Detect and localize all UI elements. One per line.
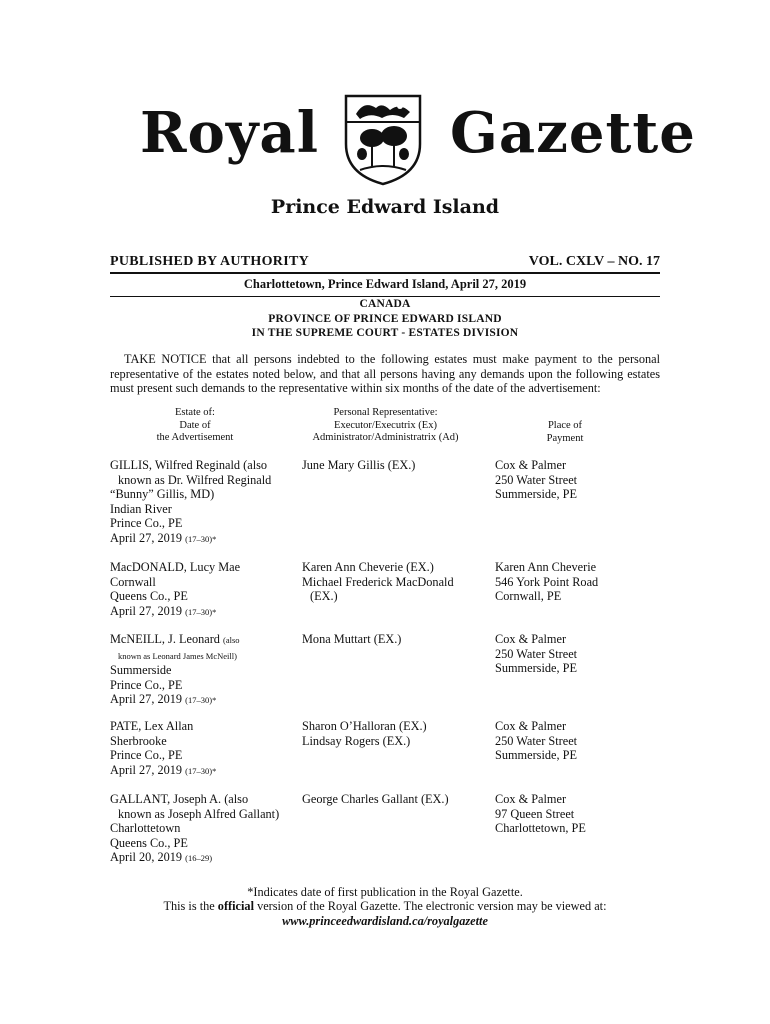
personal-representative-block bbox=[302, 458, 487, 473]
entry-text: Summerside bbox=[110, 663, 172, 678]
entry-line bbox=[110, 792, 295, 807]
publication-bar bbox=[110, 254, 660, 274]
entry-text: April 20, 2019 bbox=[110, 850, 183, 865]
entry-text: 546 York Point Road bbox=[495, 574, 599, 589]
entry-line bbox=[495, 734, 655, 749]
place-of-payment-block bbox=[495, 560, 655, 604]
entry-text: McNEILL, J. Leonard bbox=[110, 632, 220, 646]
entry-text: April 27, 2019 bbox=[110, 692, 183, 707]
header-line: Administrator/Administratrix (Ad) bbox=[312, 432, 459, 443]
place-of-payment-block bbox=[495, 792, 655, 836]
entry-line bbox=[110, 763, 295, 779]
entry-line bbox=[110, 604, 295, 620]
entry-text: Karen Ann Cheverie (EX.) bbox=[302, 560, 434, 574]
header-line: Date of bbox=[179, 419, 211, 431]
entry-text: 97 Queen Street bbox=[495, 806, 575, 821]
entry-line bbox=[495, 661, 655, 676]
court-line-division: IN THE SUPREME COURT - ESTATES DIVISION bbox=[251, 327, 519, 339]
estate-name-block bbox=[110, 560, 295, 619]
entry-text: Cornwall bbox=[110, 574, 156, 589]
entry-line bbox=[495, 719, 655, 734]
entry-text: Summerside, PE bbox=[495, 661, 577, 676]
place-of-payment-block bbox=[495, 458, 655, 502]
entry-text: April 27, 2019 bbox=[110, 762, 183, 777]
official-version-note bbox=[110, 899, 660, 913]
personal-representative-block bbox=[302, 719, 487, 748]
entry-text: known as Joseph Alfred Gallant) bbox=[118, 806, 280, 821]
entry-line bbox=[302, 632, 487, 647]
note-text: version of the Royal Gazette. The electronic version may be viewed at: bbox=[254, 899, 607, 914]
entry-line bbox=[110, 502, 295, 517]
personal-representative-block bbox=[302, 632, 487, 647]
entry-line bbox=[110, 719, 295, 734]
entry-text: GILLIS, Wilfred Reginald (also bbox=[110, 458, 268, 472]
entry-line bbox=[495, 632, 655, 647]
header-line: Payment bbox=[546, 432, 584, 444]
entry-text: Cox & Palmer bbox=[495, 632, 567, 646]
column-header-estate bbox=[110, 407, 280, 445]
entry-line bbox=[302, 458, 487, 473]
entry-small-text: (16–29) bbox=[185, 853, 213, 864]
note-official: official bbox=[217, 899, 254, 914]
entry-text: Prince Co., PE bbox=[110, 677, 183, 692]
entry-text: (EX.) bbox=[310, 589, 338, 604]
entry-text: Indian River bbox=[110, 501, 172, 516]
entry-line bbox=[495, 792, 655, 807]
entry-text: 250 Water Street bbox=[495, 646, 578, 661]
entry-line bbox=[302, 589, 487, 604]
court-heading bbox=[110, 297, 660, 341]
personal-representative-block bbox=[302, 560, 487, 604]
court-line-canada: CANADA bbox=[359, 298, 411, 310]
entry-text: Summerside, PE bbox=[495, 487, 577, 502]
estate-name-block bbox=[110, 458, 295, 547]
entry-line bbox=[110, 632, 295, 648]
entry-text: 250 Water Street bbox=[495, 733, 578, 748]
entry-line bbox=[110, 575, 295, 590]
column-header-place bbox=[500, 420, 630, 445]
entry-text: George Charles Gallant (EX.) bbox=[302, 792, 449, 806]
entry-line bbox=[110, 678, 295, 693]
entry-text: Cox & Palmer bbox=[495, 719, 567, 733]
entry-text: Mona Muttart (EX.) bbox=[302, 632, 402, 646]
estate-name-block bbox=[110, 632, 295, 708]
entry-line bbox=[110, 589, 295, 604]
entry-text: Summerside, PE bbox=[495, 748, 577, 763]
entry-line bbox=[110, 458, 295, 473]
entry-text: Prince Co., PE bbox=[110, 516, 183, 531]
entry-text: Queens Co., PE bbox=[110, 589, 188, 604]
entry-text: June Mary Gillis (EX.) bbox=[302, 458, 416, 472]
entry-text: PATE, Lex Allan bbox=[110, 719, 194, 733]
entry-small-text: (17–30)* bbox=[185, 765, 217, 776]
estate-name-block bbox=[110, 719, 295, 778]
entry-text: Sherbrooke bbox=[110, 733, 167, 748]
entry-line bbox=[110, 836, 295, 851]
entry-text: Charlottetown bbox=[110, 821, 181, 836]
place-of-payment-block bbox=[495, 632, 655, 676]
header-line: Personal Representative: bbox=[333, 407, 438, 418]
place-of-payment-block bbox=[495, 719, 655, 763]
entry-text: Prince Co., PE bbox=[110, 748, 183, 763]
entry-small-text: (also bbox=[223, 635, 240, 645]
entry-text: Karen Ann Cheverie bbox=[495, 560, 597, 574]
entry-line bbox=[110, 734, 295, 749]
masthead-word-right: Gazette bbox=[450, 100, 696, 166]
entry-line bbox=[110, 748, 295, 763]
entry-line bbox=[110, 648, 295, 664]
masthead bbox=[110, 92, 696, 187]
entry-text: Sharon O’Halloran (EX.) bbox=[302, 719, 427, 733]
masthead-subtitle: Prince Edward Island bbox=[270, 196, 500, 218]
entry-line bbox=[495, 560, 655, 575]
entry-line bbox=[110, 850, 295, 866]
entry-text: Lindsay Rogers (EX.) bbox=[302, 733, 411, 748]
entry-line bbox=[110, 821, 295, 836]
column-header-representative bbox=[298, 407, 473, 445]
gazette-url[interactable]: www.princeedwardisland.ca/royalgazette bbox=[282, 913, 488, 928]
estate-name-block bbox=[110, 792, 295, 866]
entry-text: Cornwall, PE bbox=[495, 589, 562, 604]
entry-text: GALLANT, Joseph A. (also bbox=[110, 792, 249, 806]
header-line: Estate of: bbox=[175, 407, 215, 418]
entry-line bbox=[495, 821, 655, 836]
entry-line bbox=[302, 734, 487, 749]
entry-line bbox=[495, 647, 655, 662]
entry-line bbox=[110, 531, 295, 547]
entry-small-text: (17–30)* bbox=[185, 533, 217, 544]
entry-text: Charlottetown, PE bbox=[495, 821, 586, 836]
entry-text: 250 Water Street bbox=[495, 472, 578, 487]
entry-line bbox=[110, 487, 295, 502]
entry-line bbox=[495, 807, 655, 822]
entry-small-text: (17–30)* bbox=[185, 606, 217, 617]
masthead-word-left: Royal bbox=[140, 100, 319, 166]
entry-line bbox=[302, 575, 487, 590]
entry-line bbox=[495, 575, 655, 590]
entry-text: Queens Co., PE bbox=[110, 835, 188, 850]
entry-line bbox=[495, 487, 655, 502]
published-by-authority: PUBLISHED BY AUTHORITY bbox=[110, 254, 310, 269]
entry-line bbox=[110, 473, 295, 488]
entry-text: “Bunny” Gillis, MD) bbox=[110, 487, 215, 502]
dateline: Charlottetown, Prince Edward Island, April 27, 2019 bbox=[110, 277, 660, 297]
entry-line bbox=[110, 516, 295, 531]
notice-paragraph: TAKE NOTICE that all persons indebted to the following estates must make payment to the personal representative of the estates noted below, and that all persons having any demands upon the following estates must present such demands to the representative within six months of the date of the advertisement: bbox=[110, 352, 660, 396]
entry-line bbox=[110, 663, 295, 678]
entry-text: April 27, 2019 bbox=[110, 603, 183, 618]
header-line: Executor/Executrix (Ex) bbox=[334, 419, 437, 431]
entry-line bbox=[110, 692, 295, 708]
header-line: Place of bbox=[547, 420, 583, 431]
note-text: This is the bbox=[163, 899, 218, 914]
entry-line bbox=[302, 560, 487, 575]
footer bbox=[110, 885, 660, 928]
entry-line bbox=[495, 589, 655, 604]
entry-line bbox=[495, 458, 655, 473]
entry-small-text: (17–30)* bbox=[185, 695, 217, 706]
court-line-province: PROVINCE OF PRINCE EDWARD ISLAND bbox=[268, 312, 502, 325]
entry-text: known as Dr. Wilfred Reginald bbox=[118, 472, 272, 487]
asterisk-note: *Indicates date of first publication in the Royal Gazette. bbox=[247, 885, 523, 899]
entry-line bbox=[110, 807, 295, 822]
entry-line bbox=[495, 748, 655, 763]
entry-line bbox=[495, 473, 655, 488]
entry-text: Cox & Palmer bbox=[495, 792, 567, 806]
entry-line bbox=[110, 560, 295, 575]
entry-text: April 27, 2019 bbox=[110, 530, 183, 545]
personal-representative-block bbox=[302, 792, 487, 807]
entry-text: MacDONALD, Lucy Mae bbox=[110, 560, 241, 574]
header-line: the Advertisement bbox=[156, 432, 234, 443]
entry-text: Cox & Palmer bbox=[495, 458, 567, 472]
entry-small-text: known as Leonard James McNeill) bbox=[118, 650, 237, 661]
entry-line bbox=[302, 792, 487, 807]
volume-number: VOL. CXLV – NO. 17 bbox=[528, 254, 660, 269]
entry-text: Michael Frederick MacDonald bbox=[302, 574, 454, 589]
entry-line bbox=[302, 719, 487, 734]
pei-coat-of-arms-icon bbox=[342, 92, 424, 186]
